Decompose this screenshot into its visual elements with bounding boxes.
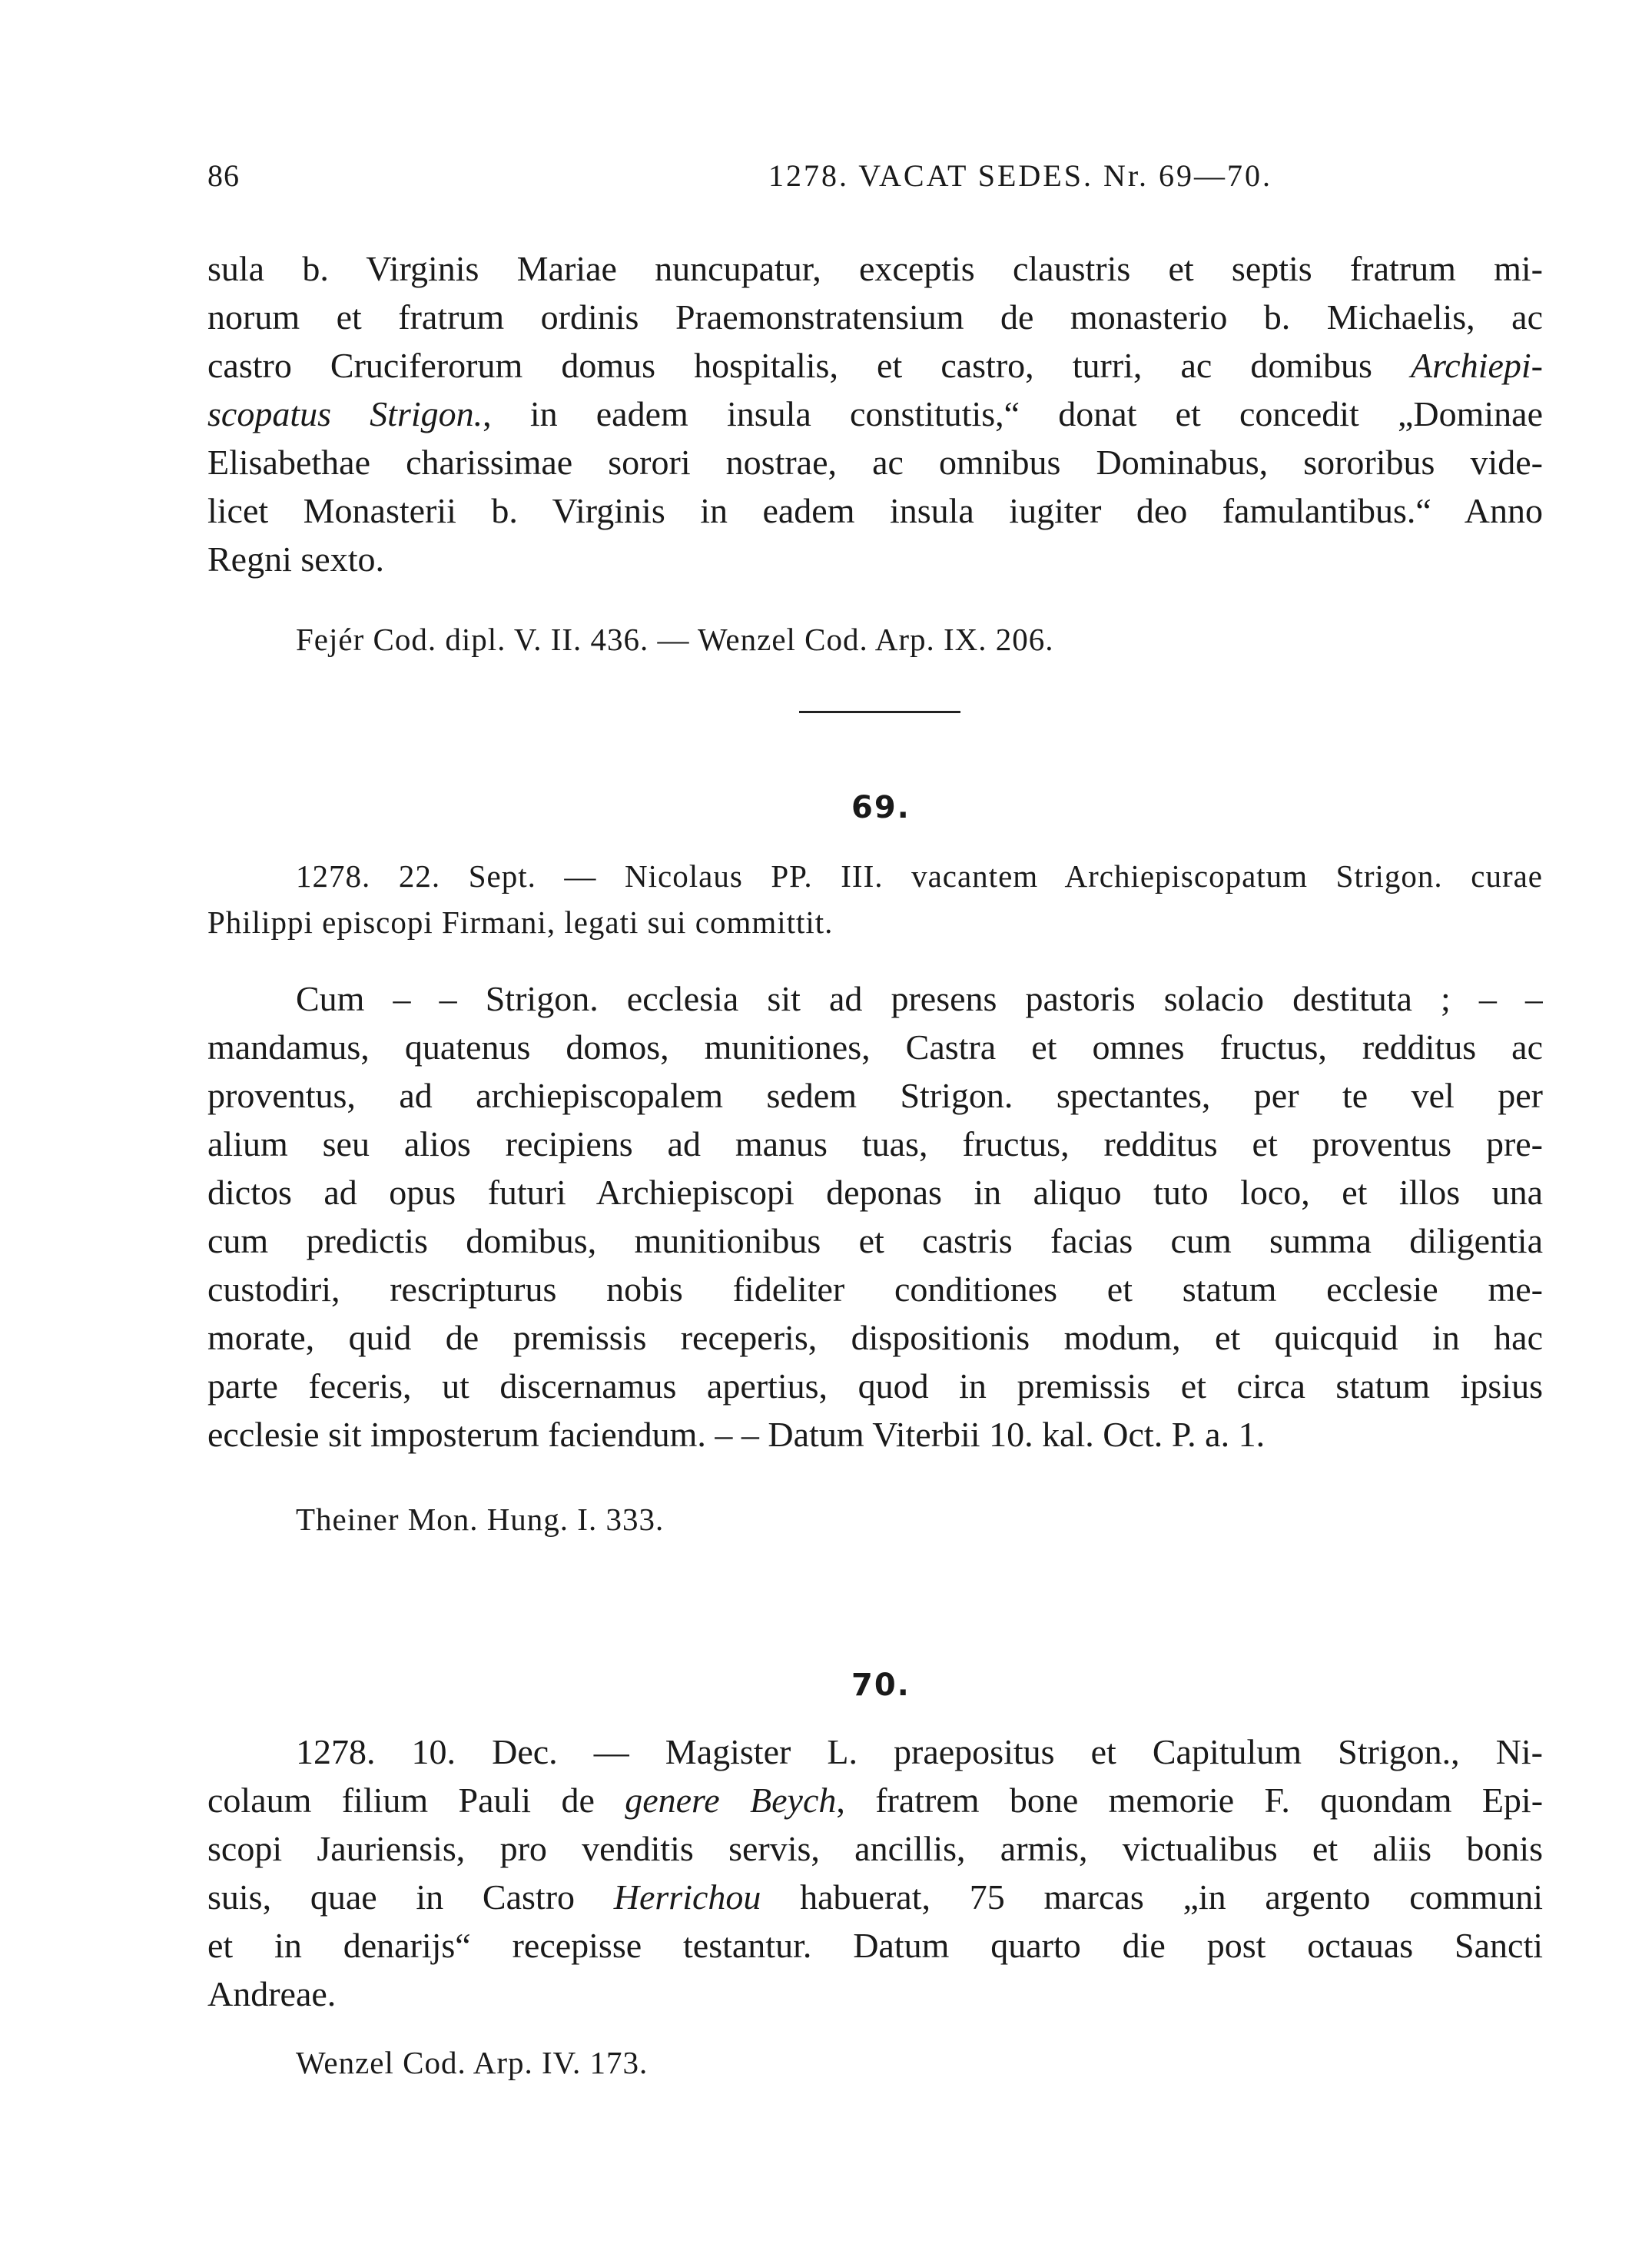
entry-70-text bbox=[207, 1728, 1543, 2018]
text-line: alium seu alios recipiens ad manus tuas, fructus, redditus et proventus pre- bbox=[207, 1124, 1543, 1163]
text-line: morate, quid de premissis receperis, dispositionis modum, et quicquid in hac bbox=[207, 1318, 1543, 1357]
text-line: sula b. Virginis Mariae nuncupatur, exceptis claustris et septis fratrum mi- bbox=[207, 249, 1543, 288]
text-line: colaum filium Pauli de genere Beych, fratrem bone memorie F. quondam Epi- bbox=[207, 1781, 1543, 1820]
text-line: licet Monasterii b. Virginis in eadem insula iugiter deo famulantibus.“ Anno bbox=[207, 491, 1543, 530]
italic-archiepi: Archiepi- bbox=[1410, 346, 1543, 385]
summary-line: 1278. 22. Sept. — Nicolaus PP. III. vacantem Archiepiscopatum Strigon. curae bbox=[296, 858, 1543, 894]
text-line: norum et fratrum ordinis Praemonstratensium de monasterio b. Michaelis, ac bbox=[207, 297, 1543, 337]
source-citation: Wenzel Cod. Arp. IV. 173. bbox=[296, 2045, 649, 2080]
source-citation: Fejér Cod. dipl. V. II. 436. — Wenzel Cod. Arp. IX. 206. bbox=[296, 622, 1054, 657]
text-line: custodiri, rescripturus nobis fideliter conditiones et statum ecclesie me- bbox=[207, 1270, 1543, 1309]
entry-69-summary bbox=[207, 853, 1543, 945]
text-line: Andreae. bbox=[207, 1974, 337, 2013]
source-citation: Theiner Mon. Hung. I. 333. bbox=[296, 1502, 665, 1537]
page-number: 86 bbox=[207, 158, 240, 193]
italic-genere-beych: genere Beych bbox=[625, 1781, 837, 1820]
text-line: Cum – – Strigon. ecclesia sit ad presens pastoris solacio destituta ; – – bbox=[296, 979, 1543, 1018]
section-divider bbox=[799, 711, 960, 713]
text-line: castro Cruciferorum domus hospitalis, et castro, turri, ac domibus Archiepi- bbox=[207, 346, 1543, 385]
italic-herrichou: Herrichou bbox=[613, 1877, 761, 1917]
page-header bbox=[207, 158, 1537, 204]
running-title: 1278. VACAT SEDES. Nr. 69—70. bbox=[768, 158, 1272, 193]
summary-line: Philippi episcopi Firmani, legati sui committit. bbox=[207, 904, 834, 940]
text-line: et in denarijs“ recepisse testantur. Datum quarto die post octauas Sancti bbox=[207, 1926, 1543, 1965]
text-line: Regni sexto. bbox=[207, 539, 384, 579]
text-line: cum predictis domibus, munitionibus et castris facias cum summa diligentia bbox=[207, 1221, 1543, 1260]
text-line: Elisabethae charissimae sorori nostrae, ac omnibus Dominabus, sororibus vide- bbox=[207, 443, 1543, 482]
text-line: ecclesie sit imposterum faciendum. – – Datum Viterbii 10. kal. Oct. P. a. 1. bbox=[207, 1415, 1266, 1454]
entry-number-70: 70. bbox=[851, 1668, 911, 1703]
text-line: 1278. 10. Dec. — Magister L. praepositus et Capitulum Strigon., Ni- bbox=[296, 1732, 1543, 1771]
entry-69-text bbox=[207, 974, 1543, 1459]
text-line: scopatus Strigon., in eadem insula constitutis,“ donat et concedit „Dominae bbox=[207, 394, 1543, 433]
entry-number-69: 69. bbox=[851, 790, 911, 825]
continuation-paragraph bbox=[207, 244, 1543, 583]
text-line: scopi Jauriensis, pro venditis servis, ancillis, armis, victualibus et aliis bonis bbox=[207, 1829, 1543, 1868]
text-line: mandamus, quatenus domos, munitiones, Castra et omnes fructus, redditus ac bbox=[207, 1027, 1543, 1067]
text-line: proventus, ad archiepiscopalem sedem Strigon. spectantes, per te vel per bbox=[207, 1076, 1543, 1115]
text-line: dictos ad opus futuri Archiepiscopi deponas in aliquo tuto loco, et illos una bbox=[207, 1173, 1543, 1212]
text-line: suis, quae in Castro Herrichou habuerat, 75 marcas „in argento communi bbox=[207, 1877, 1543, 1917]
text-line: parte feceris, ut discernamus apertius, quod in premissis et circa statum ipsius bbox=[207, 1366, 1543, 1406]
italic-scopatus: scopatus Strigon. bbox=[207, 394, 483, 433]
